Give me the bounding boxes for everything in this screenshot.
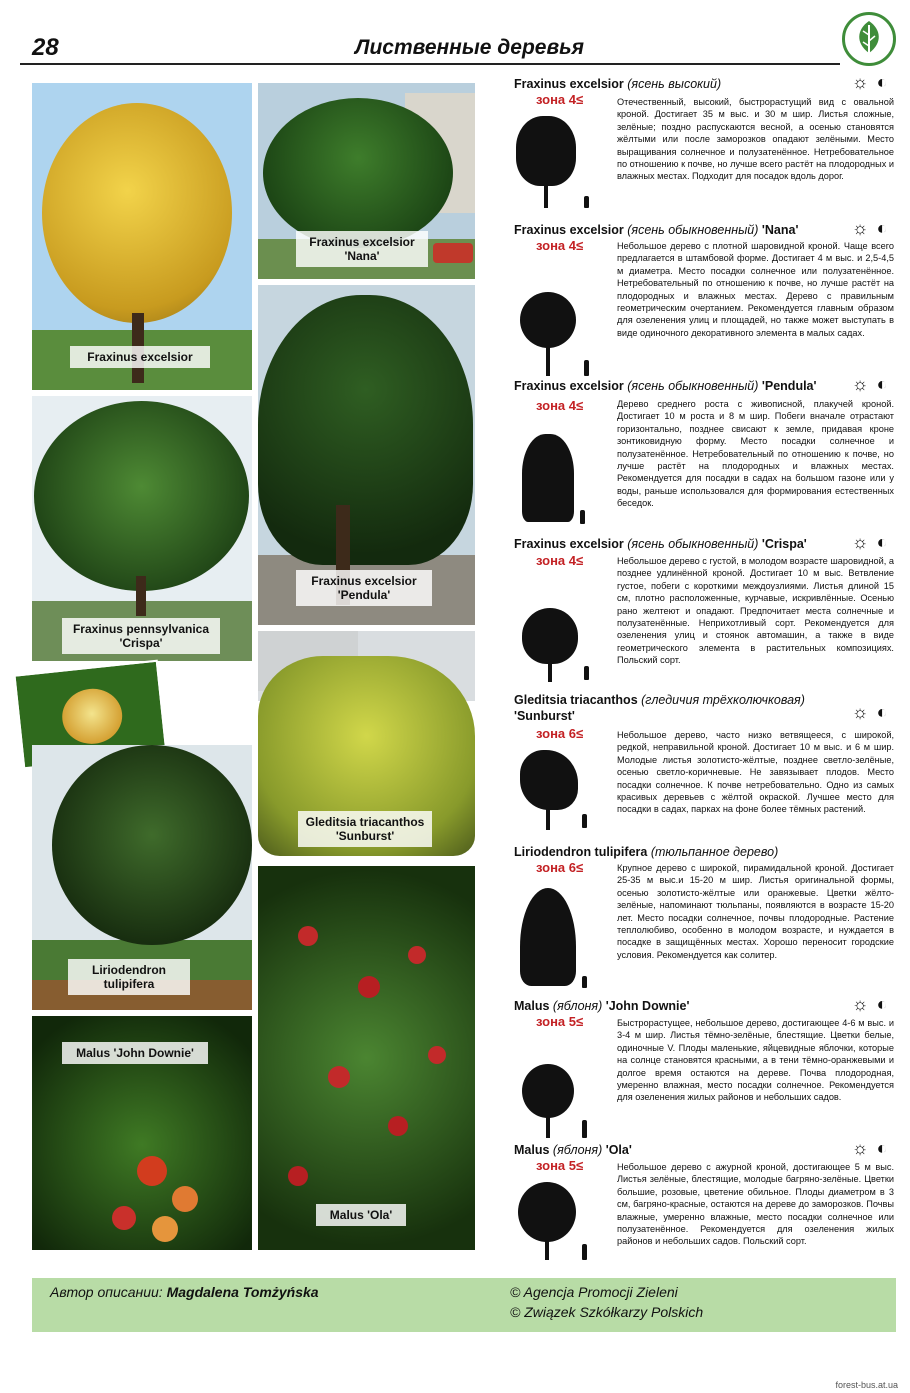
- author-credit: Автор описании: Magdalena Tomżyńska: [50, 1284, 319, 1300]
- tree-silhouette-icon: [514, 608, 594, 688]
- half-shade-icon: ◐: [876, 72, 888, 92]
- tree-silhouette-icon: [514, 1182, 594, 1262]
- copyright-line: © Agencja Promocji Zieleni: [510, 1284, 678, 1300]
- species-entry: [514, 692, 894, 842]
- entry-title: Liriodendron tulipifera (тюльпанное дерево): [514, 845, 779, 859]
- entry-description: Небольшое дерево с ажурной кроной, достигающее 5 м выс. Листья зелёные, блестящие, молодые багряно-зелёные. Цветки большие, розовые, цветение обильное. Плоды диаметром в 3 см, багряно-красные, остаются на дереве до заморозков. Почвы влажные, умеренно влажные, место посадки солнечное или полузатенённое. Рекомендуется для озеленения жилых районов и небольших садов. Польский сорт.: [617, 1162, 894, 1247]
- photo-fraxinus-nana: [258, 83, 475, 279]
- tree-silhouette-icon: [514, 290, 594, 380]
- photo-caption: Liriodendron tulipifera: [68, 959, 190, 995]
- photo-caption: Fraxinus excelsior 'Nana': [296, 231, 428, 267]
- entry-title: Fraxinus excelsior (ясень обыкновенный) 'Pendula': [514, 379, 817, 393]
- hardiness-zone: зона 6≤: [536, 726, 584, 741]
- entry-title: Fraxinus excelsior (ясень обыкновенный) 'Crispa': [514, 537, 807, 551]
- footer-bar: [32, 1278, 896, 1332]
- photo-caption: Malus 'Ola': [316, 1204, 406, 1226]
- tree-silhouette-icon: [514, 112, 594, 212]
- half-shade-icon: ◐: [876, 1138, 888, 1158]
- species-entry: [514, 1138, 894, 1272]
- sun-icon: ☼: [851, 994, 869, 1014]
- photo-caption: Fraxinus pennsylvanica 'Crispa': [62, 618, 220, 654]
- photo-malus-john-downie: [32, 1016, 252, 1250]
- page-header: [20, 20, 896, 70]
- page-title: Лиственные деревья: [355, 36, 584, 59]
- species-entry: [514, 994, 894, 1148]
- tree-silhouette-icon: [514, 888, 594, 998]
- entry-cultivar: 'Sunburst': [514, 709, 575, 723]
- photo-fraxinus-pennsylvanica-crispa: [32, 396, 252, 661]
- half-shade-icon: ◐: [876, 994, 888, 1014]
- hardiness-zone: зона 4≤: [536, 92, 584, 107]
- hardiness-zone: зона 5≤: [536, 1158, 584, 1173]
- sun-icon: ☼: [851, 1138, 869, 1158]
- entry-description: Крупное дерево с широкой, пирамидальной кроной. Достигает 25-35 м выс.и 15-20 м шир. Листья оригинальной формы, осенью золотисто-жёлтые или оранжевые. Цветки жёлто-зелёные, напоминают тюльпаны, появляются в возрасте 15-20 лет. Место посадки солнечное, почвы плодородные. Растение теплолюбиво, особенно в молодом возрасте, и нуждается в посадке в защищённых местах. Хорошо переносит городские условия. Рекомендуется как солитер.: [617, 863, 894, 960]
- hardiness-zone: зона 4≤: [536, 398, 584, 413]
- species-entry: [514, 72, 894, 226]
- tree-silhouette-icon: [514, 748, 594, 838]
- species-entry: [514, 374, 894, 528]
- sun-icon: ☼: [851, 72, 869, 92]
- entry-description: Небольшое дерево с густой, в молодом возрасте шаровидной, а позднее удлинённой кроной. Достигает 10 м выс. Ветвление густое, побеги с короткими междоузлиями. Листья длиной 15 см, плотно расположенные, курчавые, искривлённые. Осенью рано желтеют и опадают. Предпочитает места солнечные и полузатенённые. Неприхотливый сорт. Рекомендуется для озеленения улиц и стоянок автомашин, а также в виде геометрического элемента в растительных композициях. Польский сорт.: [617, 556, 894, 666]
- entry-title: Malus (яблоня) 'John Downie': [514, 999, 690, 1013]
- header-rule: [20, 63, 840, 65]
- photo-gleditsia-sunburst: [258, 631, 475, 859]
- half-shade-icon: ◐: [876, 532, 888, 552]
- half-shade-icon: ◐: [876, 374, 888, 394]
- species-entry: [514, 218, 894, 372]
- photo-caption: Gleditsia triacanthos 'Sunburst': [298, 811, 432, 847]
- sun-icon: ☼: [851, 374, 869, 394]
- watermark: forest-bus.at.ua: [835, 1380, 898, 1390]
- page-number: 28: [32, 34, 59, 61]
- sun-icon: ☼: [851, 532, 869, 552]
- entry-title: Fraxinus excelsior (ясень обыкновенный) 'Nana': [514, 223, 799, 237]
- entry-description: Быстрорастущее, небольшое дерево, достигающее 4-6 м выс. и 3-4 м шир. Листья тёмно-зелёные, блестящие. Цветки белые, одиночные V. Плоды маленькие, яйцевидные яблочки, которые на солнце становятся красными, а в тени тёмно-оранжевыми и долгое время остаются на дереве. Почва плодородная, умеренно влажная, место посадки солнечное. Рекомендуется для озеленения жилых районов и небольших садов.: [617, 1018, 894, 1103]
- hardiness-zone: зона 5≤: [536, 1014, 584, 1029]
- entry-title: Gleditsia triacanthos (гледичия трёхколючковая): [514, 693, 805, 707]
- tree-silhouette-icon: [514, 432, 594, 532]
- species-entry: [514, 844, 894, 994]
- sun-icon: ☼: [851, 218, 869, 238]
- hardiness-zone: зона 4≤: [536, 238, 584, 253]
- species-entry: [514, 532, 894, 686]
- entry-description: Небольшое дерево, часто низко ветвящееся, с широкой, редкой, неправильной кроной. Достигает 10 м выс. и 6 м шир. Молодые листья золотисто-жёлтые, позднее светло-зелёные, осенью светло-коричневые. Не завязывает плодов. Место посадки солнечное. К почве нетребовательно. Одно из самых красивых деревьев с жёлтой окраской. Лучшее место для посадки в садах, парках на фоне более тёмных растений.: [617, 730, 894, 815]
- photo-caption: Fraxinus excelsior 'Pendula': [296, 570, 432, 606]
- entry-description: Дерево среднего роста с живописной, плакучей кроной. Достигает 10 м роста и 8 м шир. Побеги вначале отрастают горизонтально, позднее свисают к земле, придавая кроне зонтиковидную форму. Место посадки солнечное и полузатенённое. Нетребовательный по отношению к почве, но лучше растёт на плодородных и влажных местах. Рекомендуется для посадки в садах на большом газоне или у воды, раньше использовался для формирования естественных беседок.: [617, 399, 894, 509]
- photo-caption: Fraxinus excelsior: [70, 346, 210, 368]
- photo-caption: Malus 'John Downie': [62, 1042, 208, 1064]
- photo-fraxinus-excelsior: [32, 83, 252, 390]
- photo-malus-ola: [258, 866, 475, 1250]
- entry-description: Отечественный, высокий, быстрорастущий вид с овальной кроной. Достигает 35 м выс. и 30 м шир. Листья сложные, зелёные; поздно распускаются весной, а осенью становятся жёлтыми или после заморозков опадают зелёными. Место выращивания солнечное и полузатенённое. Нетребовательное по отношению к почве, но лучше всего растёт на плодородных и влажных местах. Подходит для посадок вдоль дорог.: [617, 97, 894, 182]
- copyright-line: © Związek Szkółkarzy Polskich: [510, 1304, 704, 1320]
- sun-icon: ☼: [851, 702, 869, 722]
- hardiness-zone: зона 6≤: [536, 860, 584, 875]
- leaf-logo-icon: [842, 12, 896, 66]
- entry-description: Небольшое дерево с плотной шаровидной кроной. Чаще всего предлагается в штамбовой форме. Достигает 4 м выс. и 2,5-4,5 м диаметра. Место посадки солнечное или полузатенённое. Нетребовательный по отношению к почве, но лучше растёт на плодородных и влажных местах. Дерево с правильным геометрическим очертанием. Рекомендуется главным образом для озеленения улиц и площадей, но также может выступать в виде одиночного декоративного элемента в малых садах.: [617, 241, 894, 338]
- entry-title: Fraxinus excelsior (ясень высокий): [514, 77, 722, 91]
- entry-title: Malus (яблоня) 'Ola': [514, 1143, 632, 1157]
- tree-silhouette-icon: [514, 1064, 594, 1144]
- photo-fraxinus-pendula: [258, 285, 475, 625]
- half-shade-icon: ◐: [876, 218, 888, 238]
- half-shade-icon: ◐: [876, 702, 888, 722]
- photo-liriodendron: [32, 745, 252, 1010]
- hardiness-zone: зона 4≤: [536, 553, 584, 568]
